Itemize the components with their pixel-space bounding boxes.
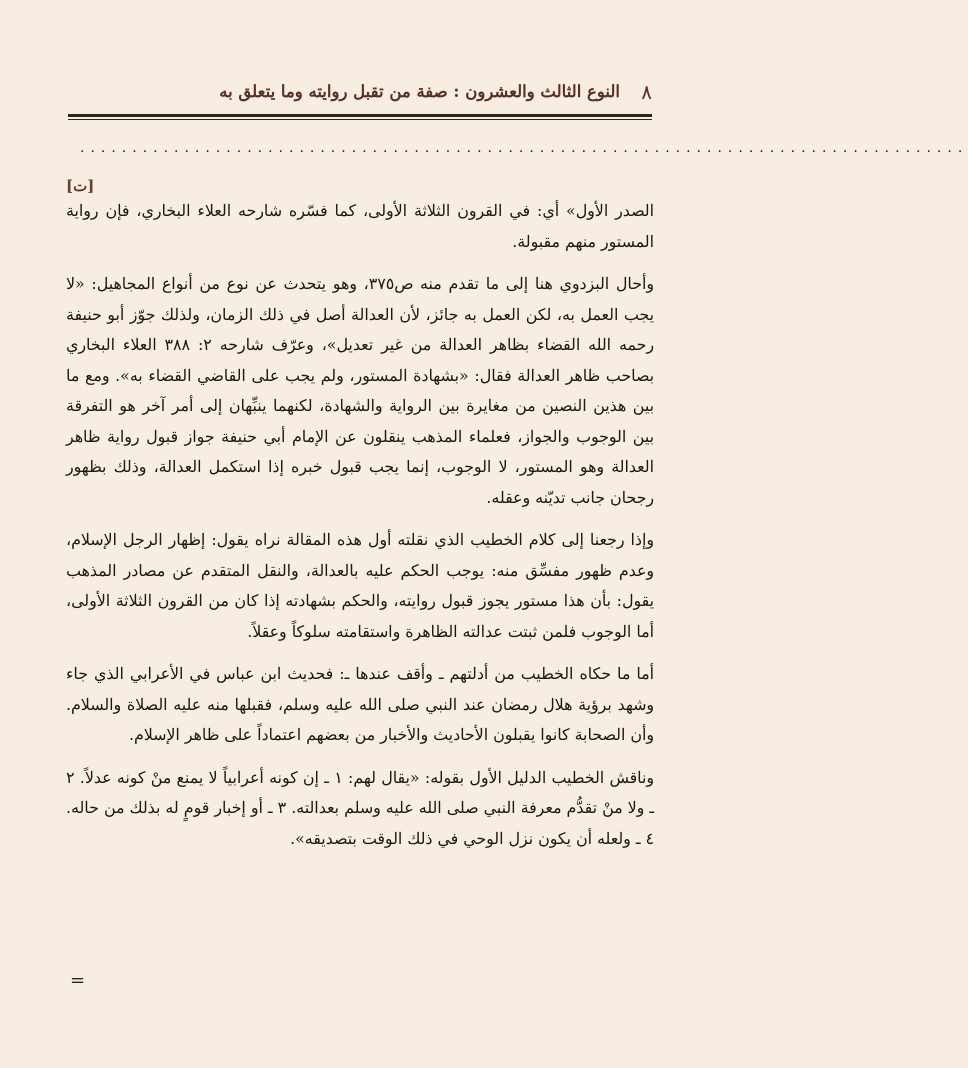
page-header: [68, 78, 652, 114]
dotted-separator: .....................................................................................: [80, 140, 968, 156]
paragraph-2: وأحال البزدوي هنا إلى ما تقدم منه ص٣٧٥، وهو يتحدث عن نوع من أنواع المجاهيل: «لا يجب العمل به، لكن العمل به جائز، لأن العدالة أصل في ذلك الزمان، ولذلك جوّز أبو حنيفة رحمه الله القضاء بظاهر العدالة من غير تعديل»، وعرّف شارحه ٢: ٣٨٨ العلاء البخاري بصاحب ظاهر العدالة فقال: «بشهادة المستور، ولم يجب على القاضي القضاء به». ومع ما بين هذين النصين من مغايرة بين الرواية والشهادة، لكنهما ينبِّهان إلى أمر آخر هو التفرقة بين الوجوب والجواز، فعلماء المذهب ينقلون عن الإمام أبي حنيفة جواز قبول رواية ظاهر العدالة وهو المستور، لا الوجوب، إنما يجب قبول خبره إذا استكمل العدالة، وذلك بظهور رجحان جانب تديّنه وعقله.: [66, 274, 655, 507]
paragraph-5: وناقش الخطيب الدليل الأول بقوله: «يقال لهم: ١ ـ إن كونه أعرابياً لا يمنع منْ كونه عدلاً. ٢ ـ ولا منْ تقدُّم معرفة النبي صلى الله عليه وسلم بعدالته. ٣ ـ أو إخبار قومٍ له بذلك من حاله. ٤ ـ ولعله أن يكون نزل الوحي في ذلك الوقت بتصديقه».: [66, 767, 655, 848]
continuation-mark: =: [70, 970, 86, 991]
header-rule-thin: [68, 119, 652, 120]
paragraph-3: وإذا رجعنا إلى كلام الخطيب الذي نقلته أول هذه المقالة نراه يقول: إظهار الرجل الإسلام، وعدم ظهور مفسِّق منه: يوجب الحكم عليه بالعدالة، والنقل المتقدم عن مصادر المذهب يقول: بأن هذا مستور يجوز قبول روايته، والحكم بشهادته إذا كان من القرون الثلاثة الأولى، أما الوجوب فلمن ثبتت عدالته الظاهرة واستقامته سلوكاً وعقلاً.: [66, 530, 654, 641]
paragraph-4: أما ما حكاه الخطيب من أدلتهم ـ وأقف عندها ـ: فحديث ابن عباس في الأعرابي الذي جاء وشهد برؤية هلال رمضان عند النبي صلى الله عليه وسلم، فقبلها منه عليه الصلاة والسلام. وأن الصحابة كانوا يقبلون الأحاديث والأخبار من بعضهم اعتماداً على ظاهر الإسلام.: [66, 664, 654, 744]
header-rule-thick: [68, 114, 652, 117]
paragraph-1: الصدر الأول» أي: في القرون الثلاثة الأولى، كما فسّره شارحه العلاء البخاري، فإن رواية المستور منهم مقبولة.: [66, 201, 654, 251]
running-title: النوع الثالث والعشرون : صفة من تقبل روايته وما يتعلق به: [219, 82, 620, 101]
page-body: [66, 176, 654, 866]
page-number: ٨: [641, 80, 652, 104]
footnote-bracket-mark: [ت]: [66, 177, 95, 195]
